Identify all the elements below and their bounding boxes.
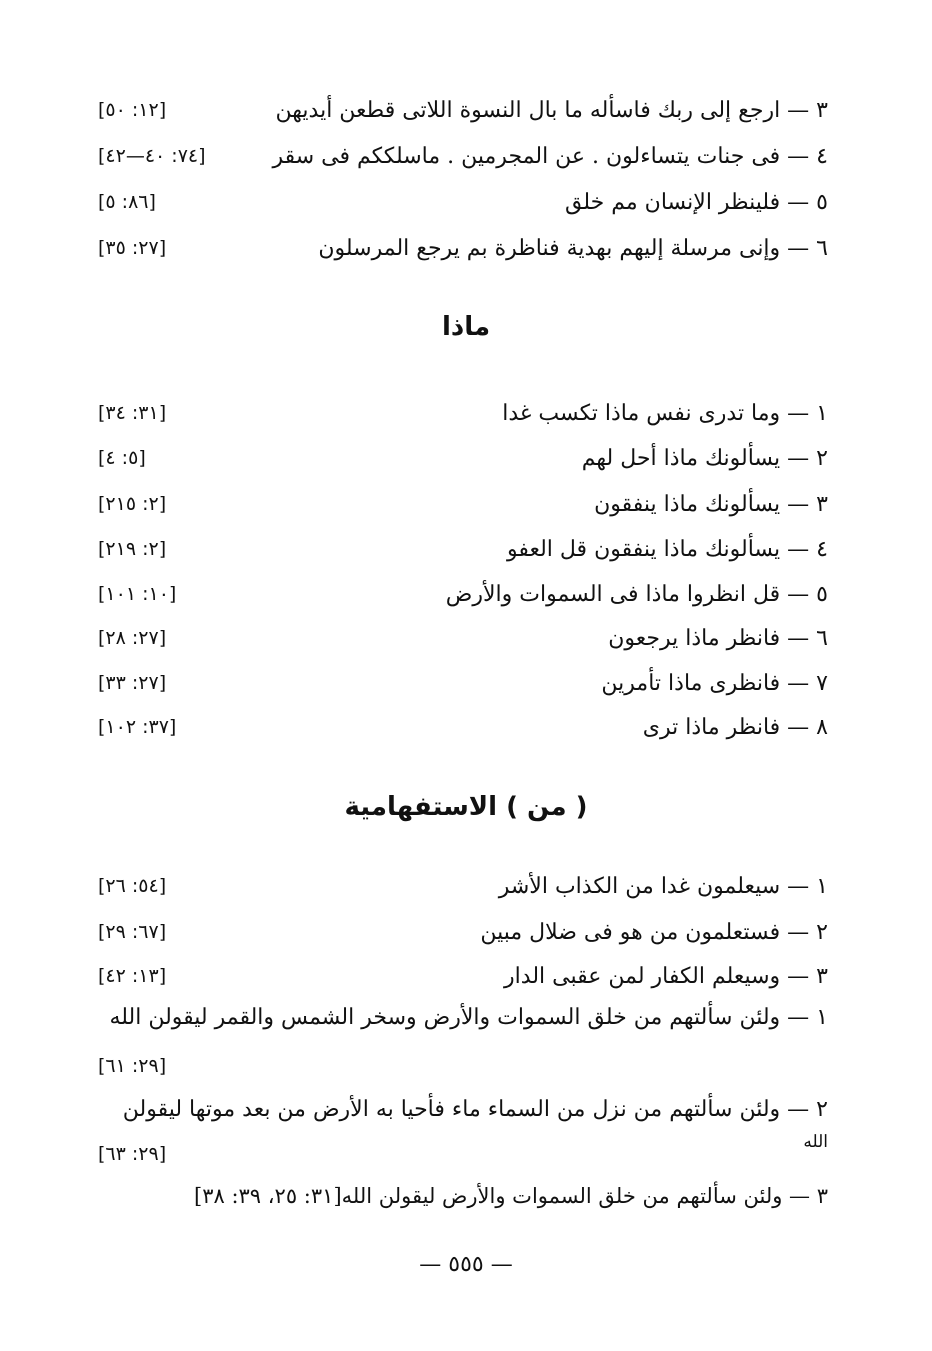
list-item [98, 574, 828, 614]
verse-text: ٣ — ارجع إلى ربك فاسأله ما بال النسوة اللاتى قطعن أيديهن [275, 97, 828, 123]
verse-text: ٦ — فانظر ماذا يرجعون [608, 625, 828, 651]
list-item [98, 136, 828, 176]
list-item [98, 182, 828, 222]
verse-text: ١ — سيعلمون غدا من الكذاب الأشر [498, 873, 828, 899]
verse-text: ٤ — يسألونك ماذا ينفقون قل العفو [506, 536, 828, 562]
verse-reference: [١٢: ٥٠] [98, 99, 167, 121]
verse-text: ٧ — فانظرى ماذا تأمرين [601, 670, 828, 696]
section-heading: ( من ) الاستفهامية [344, 792, 588, 822]
verse-text: ٣ — وسيعلم الكفار لمن عقبى الدار [504, 963, 828, 989]
list-item [98, 956, 828, 996]
verse-reference: [٢٧: ٢٨] [98, 627, 167, 649]
verse-text: ١ — ولئن سألتهم من خلق السموات والأرض وسخر الشمس والقمر ليقولن الله [109, 1005, 828, 1030]
verse-reference: [٣٧: ١٠٢] [98, 716, 177, 738]
list-item [98, 393, 828, 433]
verse-reference: [١٣: ٤٢] [98, 965, 167, 987]
verse-text: ١ — وما تدرى نفس ماذا تكسب غدا [502, 400, 828, 426]
verse-reference: [٥: ٤] [98, 447, 146, 469]
verse-text: ٥ — فلينظر الإنسان مم خلق [565, 189, 828, 215]
list-item [98, 663, 828, 703]
verse-reference: [٦٧: ٢٩] [98, 921, 167, 943]
list-item [98, 529, 828, 569]
list-item [98, 90, 828, 130]
verse-text: ٢ — يسألونك ماذا أحل لهم [581, 445, 828, 471]
verse-text: ٥ — قل انظروا ماذا فى السموات والأرض [445, 581, 828, 607]
verse-text: ٨ — فانظر ماذا ترى [642, 714, 828, 740]
verse-reference: [٢٩: ٦١] [98, 1055, 167, 1077]
list-item [98, 484, 828, 524]
verse-reference: [٢: ٢١٥] [98, 493, 167, 515]
verse-reference: [١٠: ١٠١] [98, 583, 177, 605]
verse-text: ٣ — يسألونك ماذا ينفقون [594, 491, 828, 517]
list-item [98, 618, 828, 658]
verse-reference: [٨٦: ٥] [98, 191, 156, 213]
list-item [98, 707, 828, 747]
list-item [98, 438, 828, 478]
section-heading: ماذا [441, 312, 491, 342]
verse-text: ٦ — وإنى مرسلة إليهم بهدية فناظرة بم يرجع المرسلون [318, 235, 828, 261]
verse-text: ٤ — فى جنات يتساءلون . عن المجرمين . ماسلككم فى سقر [272, 143, 828, 169]
verse-reference: [٢٧: ٣٥] [98, 237, 167, 259]
verse-reference: [٧٤: ٤٠—٤٢] [98, 145, 206, 167]
verse-text-continued: الله [803, 1132, 828, 1152]
verse-text: ٣ — ولئن سألتهم من خلق السموات والأرض ليقولن الله[٣١: ٢٥، ٣٩: ٣٨] [194, 1184, 828, 1208]
page-number: — ٥٥٥ — [419, 1252, 513, 1277]
list-item [98, 866, 828, 906]
verse-reference: [٣١: ٣٤] [98, 402, 167, 424]
verse-reference: [٥٤: ٢٦] [98, 875, 167, 897]
verse-reference: [٢٩: ٦٣] [98, 1143, 167, 1165]
verse-reference: [٢٧: ٣٣] [98, 672, 167, 694]
verse-text: ٢ — فستعلمون من هو فى ضلال مبين [480, 919, 828, 945]
list-item [98, 912, 828, 952]
verse-text: ٢ — ولئن سألتهم من نزل من السماء ماء فأحيا به الأرض من بعد موتها ليقولن [122, 1097, 828, 1122]
list-item [98, 228, 828, 268]
verse-reference: [٢: ٢١٩] [98, 538, 167, 560]
